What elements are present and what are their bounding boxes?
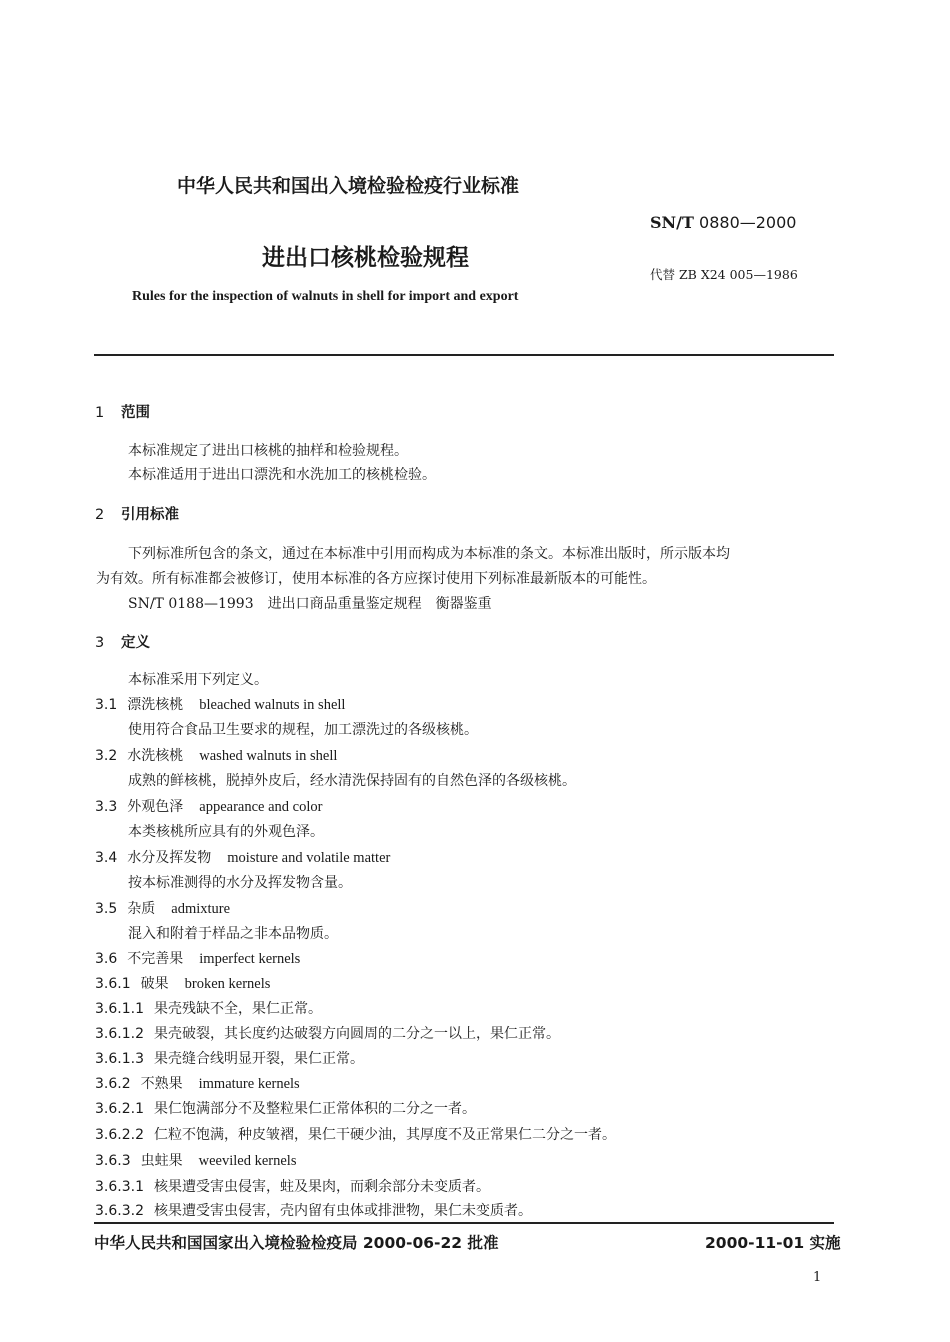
term-number: 3.6.3.2 (95, 1203, 144, 1219)
term-en: imperfect kernels (199, 951, 301, 967)
term-text: 果壳破裂，其长度约达破裂方向圆周的二分之一以上，果仁正常。 (153, 1026, 560, 1042)
term-zh: 杂质 (127, 901, 156, 917)
code-number: 0880—2000 (699, 213, 797, 232)
term-3-5-definition: 混入和附着于样品之非本品物质。 (128, 926, 338, 942)
term-zh: 水分及挥发物 (127, 850, 212, 866)
section-number: 1 (95, 405, 105, 421)
section-number: 3 (95, 635, 105, 651)
document-title: 进出口核桃检验规程 (262, 245, 469, 271)
term-zh: 漂洗核桃 (127, 697, 184, 713)
term-number: 3.6.2 (95, 1076, 131, 1092)
term-3-3-definition: 本类核桃所应具有的外观色泽。 (128, 824, 324, 840)
term-number: 3.5 (95, 901, 118, 917)
term-zh: 虫蛀果 (140, 1153, 183, 1169)
term-3-6-3-1 (95, 1176, 490, 1196)
term-text: 仁粒不饱满，种皮皱褶，果仁干硬少油，其厚度不及正常果仁二分之一者。 (153, 1127, 616, 1143)
term-text: 核果遭受害虫侵害，壳内留有虫体或排泄物，果仁未变质者。 (153, 1203, 532, 1219)
page-number: 1 (813, 1270, 822, 1285)
section-title: 范围 (121, 405, 150, 421)
effective-date: 2000-11-01 实施 (705, 1234, 841, 1252)
section-1-paragraph-1: 本标准规定了进出口核桃的抽样和检验规程。 (128, 443, 408, 459)
term-text: 核果遭受害虫侵害，蛀及果肉，而剩余部分未变质者。 (153, 1179, 490, 1195)
term-3-1-definition: 使用符合食品卫生要求的规程，加工漂洗过的各级核桃。 (128, 722, 478, 738)
term-en: immature kernels (198, 1076, 300, 1092)
term-3-4-definition: 按本标准测得的水分及挥发物含量。 (128, 875, 352, 891)
term-number: 3.3 (95, 799, 118, 815)
term-number: 3.6.3.1 (95, 1179, 144, 1195)
section-3-intro: 本标准采用下列定义。 (128, 672, 268, 688)
term-3-6-3 (95, 1150, 296, 1170)
normative-reference: SN/T 0188—1993 进出口商品重量鉴定规程 衡器鉴重 (128, 596, 492, 612)
term-text: 果仁饱满部分不及整粒果仁正常体积的二分之一者。 (153, 1101, 476, 1117)
term-zh: 破果 (140, 976, 169, 992)
term-zh: 外观色泽 (127, 799, 184, 815)
term-3-6 (95, 948, 300, 968)
term-zh: 不完善果 (127, 951, 184, 967)
term-text: 果壳残缺不全，果仁正常。 (153, 1001, 322, 1017)
term-3-4 (95, 847, 390, 867)
english-title: Rules for the inspection of walnuts in shell for import and export (132, 289, 519, 304)
term-number: 3.4 (95, 850, 118, 866)
term-3-1 (95, 694, 345, 714)
term-en: broken kernels (184, 976, 271, 992)
term-number: 3.6.1.3 (95, 1051, 144, 1067)
term-number: 3.6.1.1 (95, 1001, 144, 1017)
section-2-paragraph-line-1: 下列标准所包含的条文，通过在本标准中引用而构成为本标准的条文。本标准出版时，所示版本均 (128, 546, 730, 562)
section-title: 引用标准 (121, 507, 179, 523)
term-en: moisture and volatile matter (227, 850, 391, 866)
term-3-2 (95, 745, 337, 765)
term-3-5 (95, 898, 230, 918)
term-number: 3.6 (95, 951, 118, 967)
footer-divider (94, 1222, 834, 1224)
section-2-heading (95, 503, 179, 524)
term-en: admixture (171, 901, 231, 917)
term-number: 3.6.3 (95, 1153, 131, 1169)
term-3-6-1-1 (95, 998, 322, 1018)
term-zh: 水洗核桃 (127, 748, 184, 764)
section-1-heading (95, 401, 150, 422)
term-3-6-1 (95, 973, 270, 993)
section-2-paragraph-line-2: 为有效。所有标准都会被修订，使用本标准的各方应探讨使用下列标准最新版本的可能性。 (96, 571, 656, 587)
term-3-3 (95, 796, 322, 816)
standard-code (650, 213, 796, 232)
section-3-heading (95, 631, 150, 652)
term-3-6-1-3 (95, 1048, 364, 1068)
issuing-agency: 中华人民共和国出入境检验检疫行业标准 (177, 175, 520, 197)
term-zh: 不熟果 (140, 1076, 183, 1092)
term-en: washed walnuts in shell (199, 748, 338, 764)
term-text: 果壳缝合线明显开裂，果仁正常。 (153, 1051, 364, 1067)
term-number: 3.2 (95, 748, 118, 764)
term-en: weeviled kernels (198, 1153, 297, 1169)
term-en: appearance and color (199, 799, 323, 815)
approval-line: 中华人民共和国国家出入境检验检疫局 2000-06-22 批准 (94, 1234, 499, 1252)
term-number: 3.6.2.2 (95, 1127, 144, 1143)
term-3-2-definition: 成熟的鲜核桃，脱掉外皮后，经水清洗保持固有的自然色泽的各级核桃。 (128, 773, 576, 789)
term-3-6-2-1 (95, 1098, 476, 1118)
term-3-6-1-2 (95, 1023, 560, 1043)
section-1-paragraph-2: 本标准适用于进出口漂洗和水洗加工的核桃检验。 (128, 467, 436, 483)
term-number: 3.6.1.2 (95, 1026, 144, 1042)
term-en: bleached walnuts in shell (199, 697, 346, 713)
term-number: 3.1 (95, 697, 118, 713)
term-number: 3.6.2.1 (95, 1101, 144, 1117)
section-title: 定义 (121, 635, 150, 651)
replaces-standard: 代替 ZB X24 005—1986 (650, 267, 798, 282)
header-divider (94, 354, 834, 356)
code-prefix: SN/T (650, 213, 694, 232)
term-3-6-2 (95, 1073, 300, 1093)
section-number: 2 (95, 507, 105, 523)
term-number: 3.6.1 (95, 976, 131, 992)
term-3-6-3-2 (95, 1200, 532, 1220)
term-3-6-2-2 (95, 1124, 616, 1144)
